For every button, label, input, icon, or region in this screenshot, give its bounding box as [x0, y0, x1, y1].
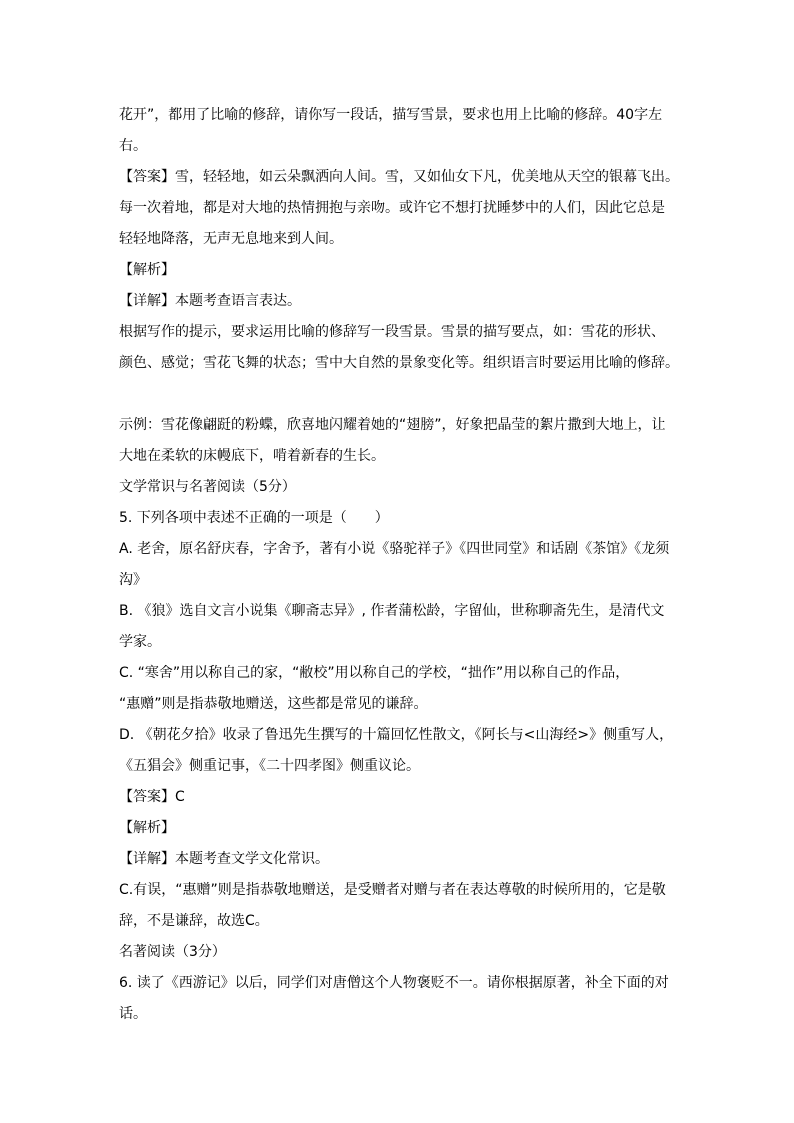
- q4-answer-line-1: [119, 162, 679, 193]
- q5-option-c-line-2: “惠赠”则是指恭敬地赠送，这些都是常见的谦辞。: [119, 696, 428, 712]
- q5-option-b-line-2: 学家。: [119, 634, 161, 650]
- answer-label: 【答案】: [119, 789, 175, 805]
- q4-detail-line: [119, 286, 679, 317]
- q4-explanation-line-2: 颜色、感觉；雪花飞舞的状态；雪中大自然的景象变化等。组织语言时要运用比喻的修辞。: [119, 355, 679, 371]
- q5-answer-line: [119, 782, 679, 813]
- q4-analysis-label: 【解析】: [119, 262, 175, 278]
- q5-option-a-line-1: A. 老舍，原名舒庆春，字舍予，著有小说《骆驼祥子》《四世同堂》和话剧《茶馆》《龙须: [119, 541, 670, 557]
- q5-option-c-line-1: C. “寒舍”用以称自己的家，“敝校”用以称自己的学校，“拙作”用以称自己的作品，: [119, 665, 630, 681]
- q5-stem: 5. 下列各项中表述不正确的一项是（ ）: [119, 510, 389, 526]
- q4-prompt-line-2: 右。: [119, 138, 147, 154]
- detail-text: 本题考查文学文化常识。: [175, 851, 329, 867]
- q6-stem-line-2: 话。: [119, 1006, 147, 1022]
- q5-option-d-line-2: 《五猖会》侧重记事，《二十四孝图》侧重议论。: [119, 758, 420, 774]
- detail-text: 本题考查语言表达。: [175, 293, 301, 309]
- detail-label: 【详解】: [119, 851, 175, 867]
- answer-text: 雪，轻轻地，如云朵飘洒向人间。雪，又如仙女下凡，优美地从天空的银幕飞出。: [175, 169, 679, 185]
- document-page: [119, 100, 679, 1030]
- section-heading-literature: 文学常识与名著阅读（5分）: [119, 479, 296, 495]
- q5-explanation-line-2: 辞，不是谦辞，故选C。: [119, 913, 269, 929]
- q5-analysis-label: 【解析】: [119, 820, 175, 836]
- q5-option-d-line-1: D. 《朝花夕拾》收录了鲁迅先生撰写的十篇回忆性散文，《阿长与<山海经>》侧重写人，: [119, 727, 674, 743]
- detail-label: 【详解】: [119, 293, 175, 309]
- q5-option-b-line-1: B. 《狼》选自文言小说集《聊斋志异》, 作者蒲松龄，字留仙，世称聊斋先生，是清代文: [119, 603, 665, 619]
- section-heading-classics: 名著阅读（3分）: [119, 944, 226, 960]
- q4-example-line-1: 示例：雪花像翩跹的粉蝶，欣喜地闪耀着她的“翅膀”，好象把晶莹的絮片撒到大地上，让: [119, 417, 666, 433]
- q4-answer-line-3: 轻轻地降落，无声无息地来到人间。: [119, 231, 343, 247]
- answer-label: 【答案】: [119, 169, 175, 185]
- q4-example-line-2: 大地在柔软的床幔底下，啃着新春的生长。: [119, 448, 385, 464]
- blank-line: [119, 379, 679, 410]
- q5-detail-line: [119, 844, 679, 875]
- q5-option-a-line-2: 沟》: [119, 572, 147, 588]
- q6-stem-line-1: 6. 读了《西游记》以后，同学们对唐僧这个人物褒贬不一。请你根据原著，补全下面的对: [119, 975, 669, 991]
- q4-answer-line-2: 每一次着地，都是对大地的热情拥抱与亲吻。或许它不想打扰睡梦中的人们，因此它总是: [119, 200, 665, 216]
- q4-explanation-line-1: 根据写作的提示，要求运用比喻的修辞写一段雪景。雪景的描写要点，如：雪花的形状、: [119, 324, 665, 340]
- q5-explanation-line-1: C.有误，“惠赠”则是指恭敬地赠送，是受赠者对赠与者在表达尊敬的时候所用的，它是敬: [119, 882, 666, 898]
- q4-prompt-line-1: 花开”，都用了比喻的修辞，请你写一段话，描写雪景，要求也用上比喻的修辞。40字左: [119, 107, 663, 123]
- answer-value: C: [175, 789, 185, 805]
